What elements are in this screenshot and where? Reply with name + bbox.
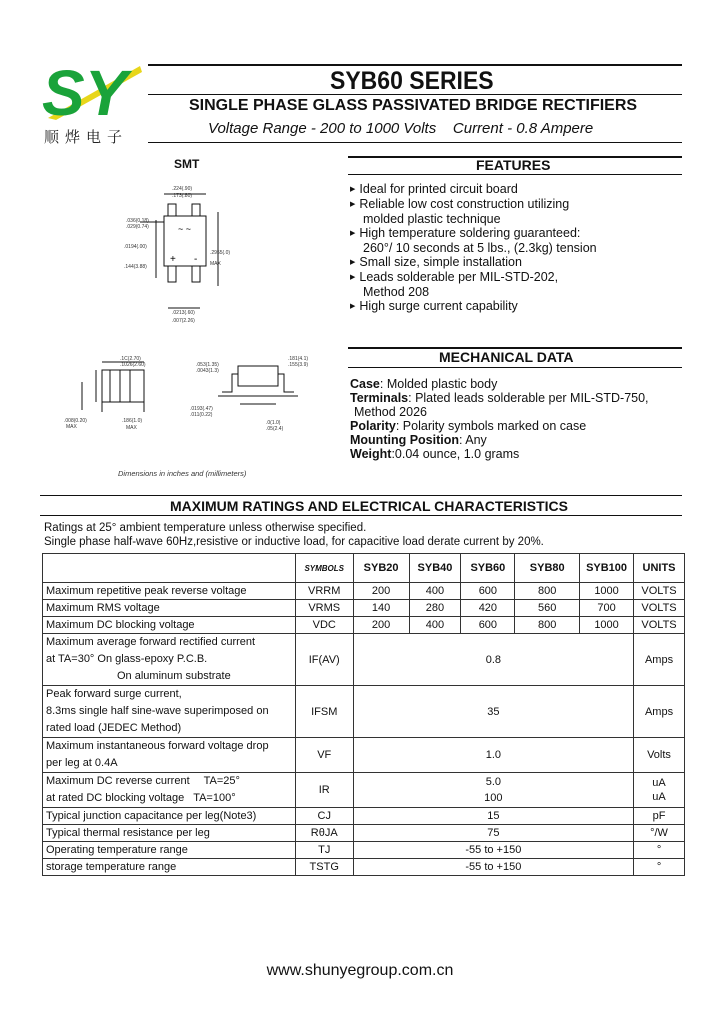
svg-text:.0193(.47): .0193(.47)	[190, 406, 213, 412]
features-heading: FEATURES	[476, 157, 551, 173]
mechanical-rule-bottom	[348, 367, 682, 368]
svg-text:.186(1.0): .186(1.0)	[122, 418, 143, 424]
cell-value: 800	[515, 583, 580, 600]
header-syb80: SYB80	[515, 554, 580, 583]
table-row	[43, 600, 685, 617]
row-desc	[43, 738, 296, 773]
row-symbol: CJ	[295, 808, 353, 825]
feature-item-cont: 260°/ 10 seconds at 5 lbs., (2.3kg) tension	[363, 241, 597, 255]
cell-value: 420	[461, 600, 515, 617]
row-unit-line: uA	[652, 791, 666, 803]
row-symbol: RθJA	[295, 825, 353, 842]
svg-text:MAX: MAX	[210, 261, 221, 267]
row-symbol: VRMS	[295, 600, 353, 617]
row-unit: Amps	[634, 634, 685, 686]
mechanical-data	[350, 377, 649, 461]
mounting-value: : Any	[459, 433, 487, 447]
features-rule-bottom	[348, 174, 682, 175]
cell-value: 200	[353, 617, 409, 634]
row-symbol: TSTG	[295, 859, 353, 876]
svg-text:.0213(.60): .0213(.60)	[172, 310, 195, 316]
cell-value: 600	[461, 617, 515, 634]
row-desc	[43, 634, 296, 686]
row-desc-line: Maximum average forward rectified current	[46, 636, 256, 648]
header-rule-top	[148, 64, 682, 66]
svg-text:.155(3.9): .155(3.9)	[288, 362, 309, 368]
table-row	[43, 738, 685, 773]
table-row	[43, 583, 685, 600]
terminals-label: Terminals	[350, 391, 409, 405]
logo-chinese-name: 顺烨电子	[44, 128, 129, 146]
cell-value: 800	[515, 617, 580, 634]
cell-value: 400	[409, 583, 461, 600]
ratings-table	[42, 553, 685, 876]
row-symbol: IF(AV)	[295, 634, 353, 686]
row-unit: Volts	[634, 738, 685, 773]
svg-text:.144(3.88): .144(3.88)	[124, 264, 147, 270]
table-row	[43, 808, 685, 825]
ratings-note-1: Ratings at 25° ambient temperature unless otherwise specified.	[44, 522, 367, 534]
cell-value: 15	[353, 808, 633, 825]
cell-value: 560	[515, 600, 580, 617]
row-desc-line	[46, 773, 292, 790]
package-label: SMT	[174, 157, 200, 171]
row-desc: Typical thermal resistance per leg	[43, 825, 296, 842]
header-rule-bottom	[148, 142, 682, 143]
row-desc: Maximum repetitive peak reverse voltage	[43, 583, 296, 600]
row-symbol: IR	[295, 773, 353, 808]
dimensions-note: Dimensions in inches and (millimeters)	[118, 469, 247, 478]
ratings-note-2: Single phase half-wave 60Hz,resistive or inductive load, for capacitive load derate current by 20%.	[44, 536, 544, 548]
row-symbol: IFSM	[295, 686, 353, 738]
ratings-rule-top	[40, 495, 682, 496]
header-syb100: SYB100	[580, 554, 634, 583]
page-title: SYB60 SERIES	[330, 67, 494, 95]
website-footer[interactable]: www.shunyegroup.com.cn	[266, 962, 454, 979]
logo-letters: SY	[42, 60, 128, 129]
row-symbol: TJ	[295, 842, 353, 859]
row-desc	[43, 686, 296, 738]
mechanical-heading: MECHANICAL DATA	[439, 349, 574, 365]
features-list	[350, 182, 597, 314]
row-desc-text: at rated DC blocking voltage	[46, 792, 185, 804]
cell-value: 0.8	[353, 634, 633, 686]
row-symbol: VF	[295, 738, 353, 773]
row-desc-line: at TA=30° On glass-epoxy P.C.B.	[46, 653, 208, 665]
table-row	[43, 617, 685, 634]
page-subtitle: SINGLE PHASE GLASS PASSIVATED BRIDGE RECTIFIERS	[189, 97, 638, 114]
mounting-label: Mounting Position	[350, 433, 460, 447]
feature-item-cont: molded plastic technique	[363, 212, 501, 226]
header-syb60: SYB60	[461, 554, 515, 583]
table-row	[43, 773, 685, 808]
table-header-row	[43, 554, 685, 583]
svg-text:~ ~: ~ ~	[178, 224, 192, 234]
svg-text:.029(0.74): .029(0.74)	[126, 224, 149, 230]
feature-item: ▶ Reliable low cost construction utilizing	[350, 197, 597, 212]
table-row	[43, 686, 685, 738]
package-end-view-drawing	[188, 352, 318, 434]
package-top-view-drawing	[120, 182, 250, 332]
feature-item: ▶ Leads solderable per MIL-STD-202,	[350, 270, 597, 285]
cell-value-line: 100	[484, 792, 503, 804]
svg-text:MAX: MAX	[66, 424, 77, 430]
cell-value: 1000	[580, 617, 634, 634]
row-symbol: VDC	[295, 617, 353, 634]
row-desc	[43, 773, 296, 808]
feature-item: ▶ High surge current capability	[350, 299, 597, 314]
feature-item: ▶ High temperature soldering guaranteed:	[350, 226, 597, 241]
svg-text:-: -	[194, 254, 198, 265]
row-desc: Operating temperature range	[43, 842, 296, 859]
feature-item-cont: Method 208	[363, 285, 430, 299]
package-side-view-drawing	[62, 352, 182, 434]
svg-text:.007(2.26): .007(2.26)	[172, 318, 195, 324]
row-unit: °/W	[634, 825, 685, 842]
cell-value: -55 to +150	[353, 859, 633, 876]
svg-text:+: +	[170, 254, 176, 265]
svg-text:.0(1.0): .0(1.0)	[266, 420, 281, 426]
header-blank	[43, 554, 296, 583]
svg-text:.173(.80): .173(.80)	[172, 193, 193, 199]
row-desc-text: Maximum DC reverse current	[46, 775, 190, 787]
cell-value: 140	[353, 600, 409, 617]
row-unit: VOLTS	[634, 583, 685, 600]
table-row	[43, 859, 685, 876]
table-row	[43, 634, 685, 686]
row-desc-line: 8.3ms single half sine-wave superimposed on	[46, 705, 269, 717]
voltage-range: Voltage Range - 200 to 1000 Volts	[208, 120, 437, 137]
header-units: UNITS	[634, 554, 685, 583]
svg-text:.053(1.35): .053(1.35)	[196, 362, 219, 368]
header-syb20: SYB20	[353, 554, 409, 583]
header-syb40: SYB40	[409, 554, 461, 583]
svg-text:MAX: MAX	[126, 425, 137, 431]
svg-text:.2955(.0): .2955(.0)	[210, 250, 231, 256]
case-label: Case	[350, 377, 380, 391]
cell-value: 600	[461, 583, 515, 600]
row-desc: Maximum DC blocking voltage	[43, 617, 296, 634]
row-desc-line: per leg at 0.4A	[46, 757, 118, 769]
cell-value: 200	[353, 583, 409, 600]
row-unit: VOLTS	[634, 617, 685, 634]
svg-text:.011(0.22): .011(0.22)	[190, 412, 213, 418]
svg-text:.036(0.18): .036(0.18)	[126, 218, 149, 224]
cell-value: 75	[353, 825, 633, 842]
row-desc-line: Maximum instantaneous forward voltage drop	[46, 740, 269, 752]
terminals-value: : Plated leads solderable per MIL-STD-750,	[408, 391, 649, 405]
cell-value: 1000	[580, 583, 634, 600]
feature-item: ▶ Ideal for printed circuit board	[350, 182, 597, 197]
rating-summary	[208, 120, 593, 137]
row-unit	[634, 773, 685, 808]
cell-value-line: 5.0	[485, 776, 501, 788]
row-symbol: VRRM	[295, 583, 353, 600]
feature-item: ▶ Small size, simple installation	[350, 255, 597, 270]
row-desc: storage temperature range	[43, 859, 296, 876]
svg-text:.224(.90): .224(.90)	[172, 186, 193, 192]
terminals-cont: Method 2026	[354, 405, 427, 419]
row-unit: Amps	[634, 686, 685, 738]
svg-text:.0043(1.3): .0043(1.3)	[196, 368, 219, 374]
weight-value: :0.04 ounce, 1.0 grams	[391, 447, 520, 461]
svg-text:.181(4.1): .181(4.1)	[288, 356, 309, 362]
row-unit: °	[634, 859, 685, 876]
cell-value: 700	[580, 600, 634, 617]
svg-text:.1C(2.70): .1C(2.70)	[120, 356, 141, 362]
header-symbols: SYMBOLS	[295, 554, 353, 583]
polarity-value: : Polarity symbols marked on case	[395, 419, 587, 433]
cell-value: -55 to +150	[353, 842, 633, 859]
row-desc-line: Peak forward surge current,	[46, 688, 182, 700]
table-row	[43, 842, 685, 859]
row-condition: TA=25°	[203, 775, 240, 787]
svg-text:.05(2.4): .05(2.4)	[266, 426, 284, 432]
cell-value: 400	[409, 617, 461, 634]
table-row	[43, 825, 685, 842]
row-unit: °	[634, 842, 685, 859]
svg-text:.1026(2.60): .1026(2.60)	[120, 362, 146, 368]
svg-text:.0194(.00): .0194(.00)	[124, 244, 147, 250]
cell-value: 1.0	[353, 738, 633, 773]
cell-value: 280	[409, 600, 461, 617]
row-desc: Maximum RMS voltage	[43, 600, 296, 617]
weight-label: Weight	[350, 447, 392, 461]
svg-text:.008(0.20): .008(0.20)	[64, 418, 87, 424]
cell-value	[353, 773, 633, 808]
row-desc-line	[46, 790, 292, 807]
polarity-label: Polarity	[350, 419, 396, 433]
row-condition: TA=100°	[193, 792, 236, 804]
row-desc-line: On aluminum substrate	[117, 670, 231, 682]
current-rating: Current - 0.8 Ampere	[452, 120, 594, 137]
ratings-rule-bottom	[40, 515, 682, 516]
case-value: : Molded plastic body	[379, 377, 498, 391]
row-desc: Typical junction capacitance per leg(Note3)	[43, 808, 296, 825]
row-desc-line: rated load (JEDEC Method)	[46, 722, 182, 734]
ratings-heading: MAXIMUM RATINGS AND ELECTRICAL CHARACTERISTICS	[170, 498, 568, 514]
ratings-notes	[44, 521, 544, 549]
row-unit-line: uA	[652, 777, 666, 789]
row-unit: pF	[634, 808, 685, 825]
cell-value: 35	[353, 686, 633, 738]
row-unit: VOLTS	[634, 600, 685, 617]
